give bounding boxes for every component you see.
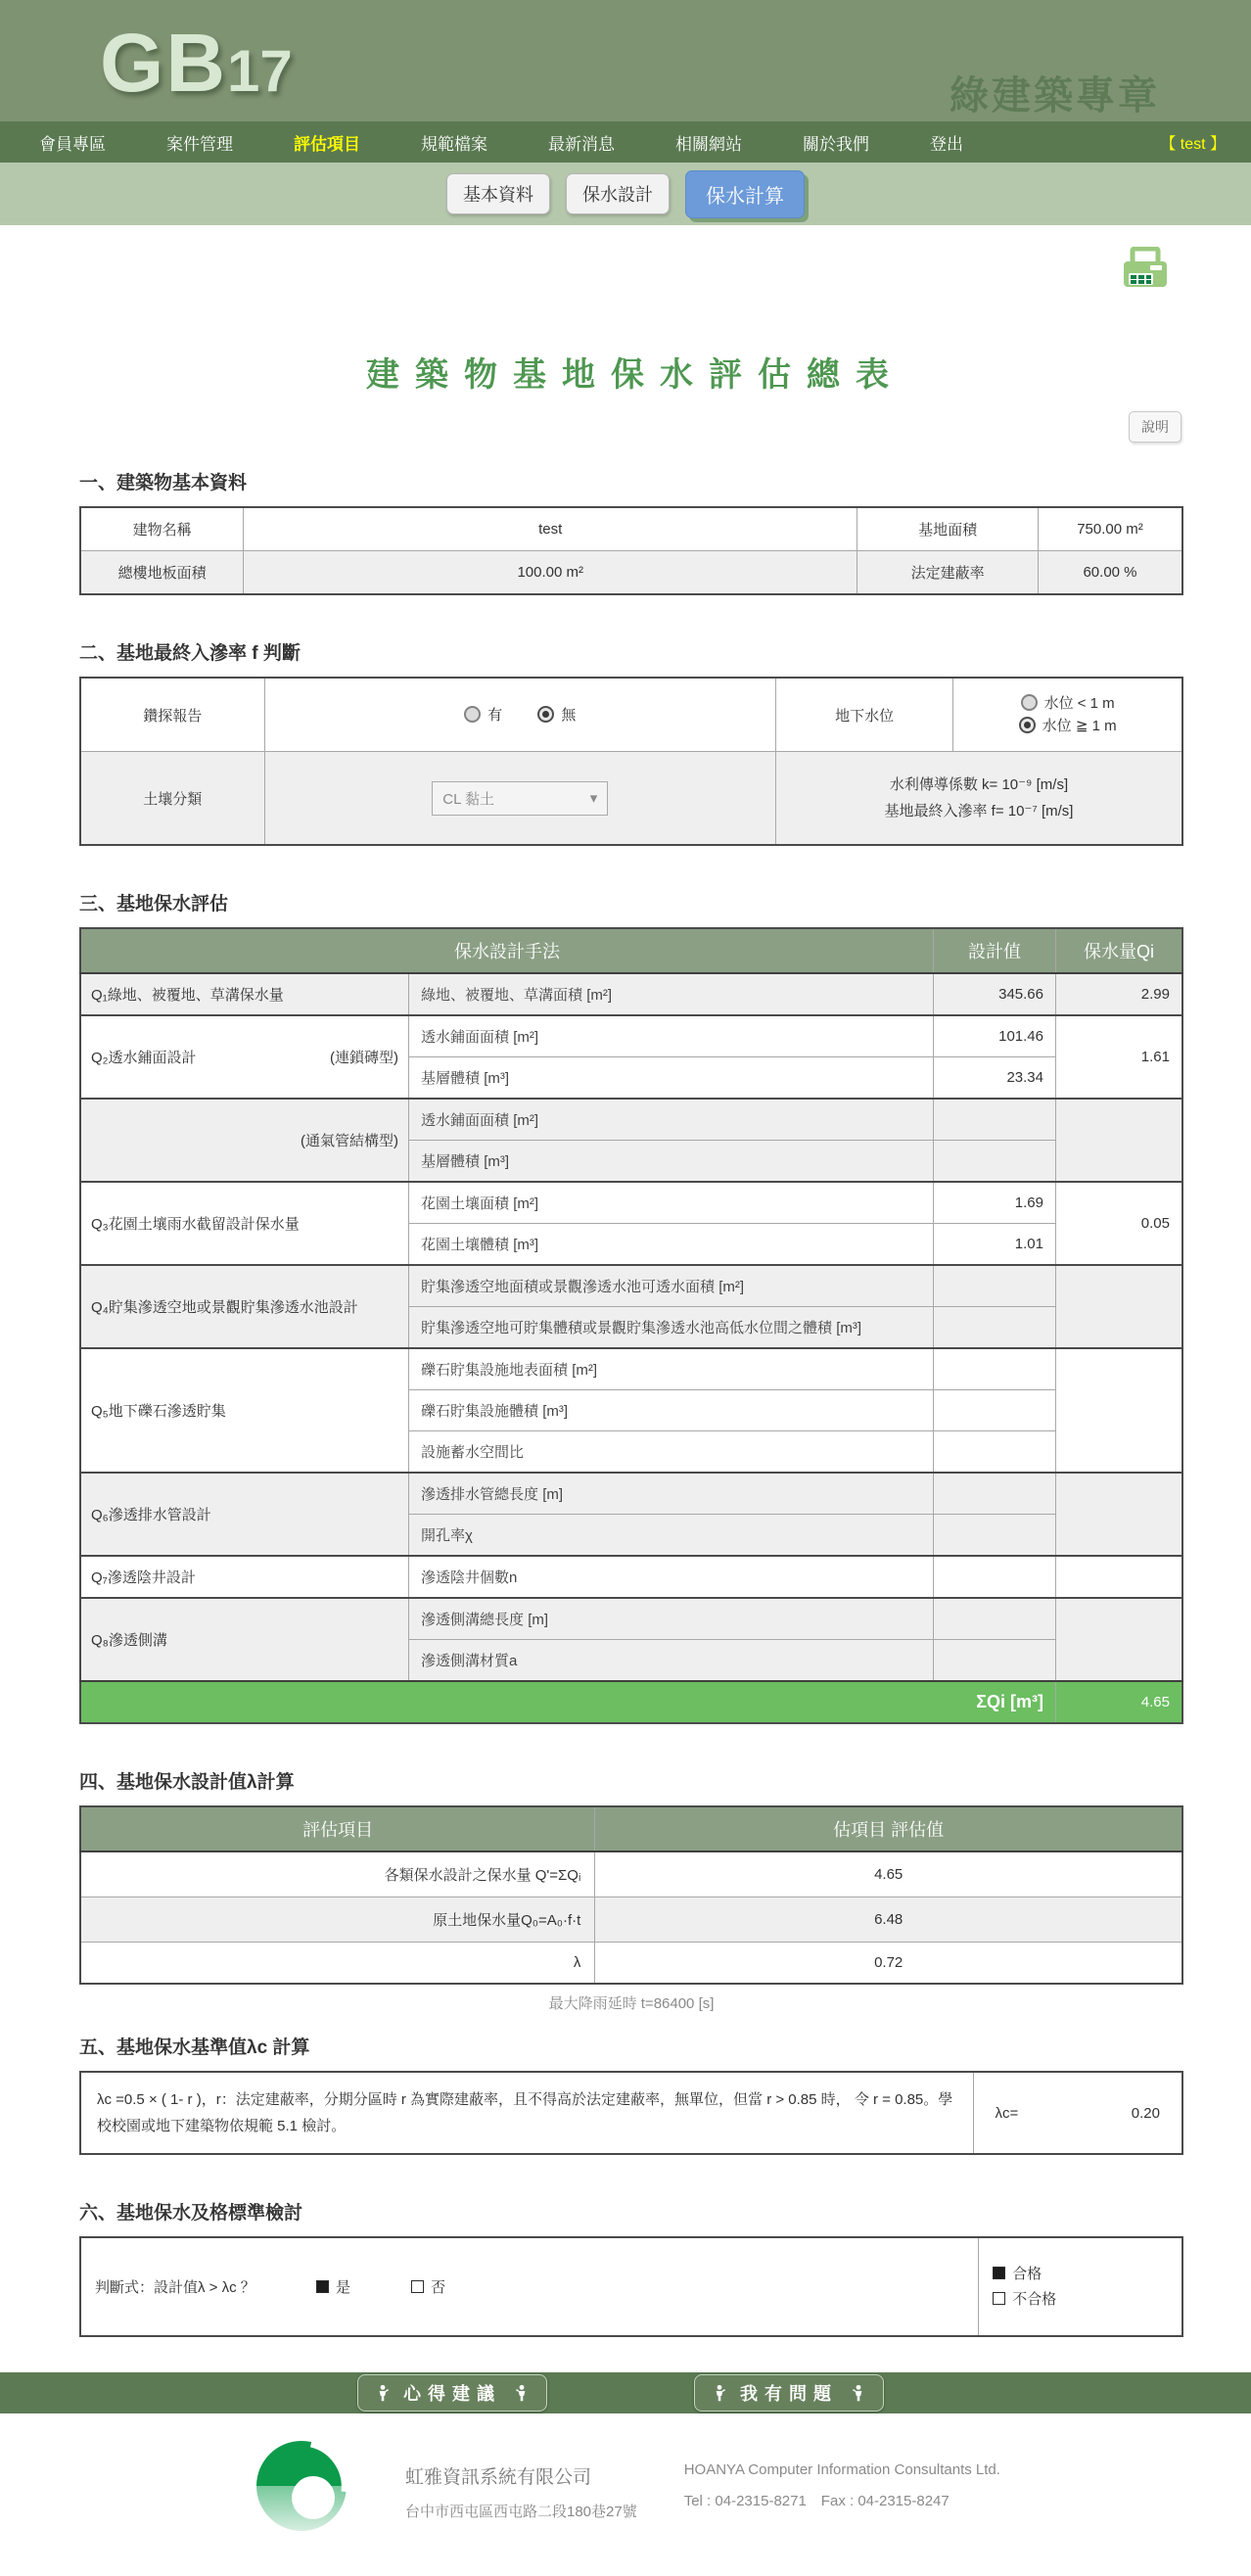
checkbox-no[interactable] [411,2279,445,2296]
infiltration-result-cell [775,752,1182,846]
q7-desc: 滲透陰井個數n [409,1556,934,1598]
page-title: 建築物基地保水評估總表 [366,356,904,394]
lambda-label: λ [80,1943,595,1985]
q3-label: Q₃花園土壤雨水截留設計保水量 [80,1182,409,1265]
q7-label: Q₇滲透陰井設計 [80,1556,409,1598]
nav-item-logout[interactable]: 登出 [930,134,963,154]
water-retention-table [79,927,1183,1724]
feedback-button[interactable] [357,2374,547,2412]
logo-17-text: 17 [227,38,293,104]
building-name-label: 建物名稱 [80,507,244,551]
q4-value [934,1265,1056,1307]
hoanya-logo [241,2433,358,2551]
radio-label: 水位 < 1 m [1043,695,1115,712]
q8-label: Q₈滲透側溝 [80,1598,409,1681]
radio-icon [464,706,481,723]
soil-type-select[interactable] [432,781,608,816]
nav-item-member[interactable]: 會員專區 [39,134,106,154]
company-info-zh [405,2462,637,2521]
footer-bar [0,2372,1251,2413]
q4-label: Q₄貯集滲透空地或景觀貯集滲透水池設計 [80,1265,409,1348]
lambda-c-formula: λc =0.5 × ( 1- r )，r：法定建蔽率，分期分區時 r 為實際建蔽率，且不得高於法定建蔽率，無單位，但當 r > 0.85 時， 令 r = 0.85。學校校園或地下建築物依規範 5.1 檢討。 [80,2072,973,2154]
print-button[interactable] [1121,247,1170,297]
pass-check-table [79,2236,1183,2337]
q7-value [934,1556,1056,1598]
table-row [80,1473,1182,1515]
col-item: 評估項目 [80,1806,595,1851]
section-5-heading: 五、基地保水基準值λc 計算 [79,2037,310,2058]
radio-label: 無 [561,706,577,724]
q1-value: 345.66 [934,973,1056,1015]
feedback-button-label: 心得建議 [403,2384,501,2404]
q7-qi [1056,1556,1183,1598]
coverage-ratio-label: 法定建蔽率 [857,551,1039,595]
q1-label: Q₁綠地、被覆地、草溝保水量 [80,973,409,1015]
table-row [80,1851,1182,1897]
sub-nav [0,163,1251,225]
section-2-heading: 二、基地最終入滲率 f 判斷 [79,643,301,664]
unchecked-box-icon [993,2292,1005,2305]
design-retention-label: 各類保水設計之保水量 Q'=ΣQᵢ [80,1851,595,1897]
q3-desc: 花園土壤面積 [m²] [409,1182,934,1224]
radio-report-no[interactable] [537,704,576,725]
logo-gb-text: GB [100,17,227,109]
q2b-desc: 透水鋪面面積 [m²] [409,1099,934,1141]
checked-box-icon [993,2267,1005,2279]
infiltration-table [79,677,1183,846]
q8-qi [1056,1598,1183,1681]
q4-value [934,1307,1056,1349]
q3-value: 1.01 [934,1224,1056,1266]
footer-info [0,2413,1251,2576]
radio-report-yes[interactable] [464,704,502,725]
table-row [80,551,1182,595]
section-1-heading: 一、建築物基本資料 [79,473,248,493]
legend-pass [993,2262,1168,2287]
q5-desc: 設施蓄水空間比 [409,1431,934,1474]
pass-legend-cell [979,2237,1182,2336]
yes-label: 是 [335,2279,350,2296]
company-address-zh: 台中市西屯區西屯路二段180巷27號 [405,2504,637,2520]
q6-label: Q₆滲透排水管設計 [80,1473,409,1556]
q2b-value [934,1141,1056,1183]
company-tel-fax: Tel : 04-2315-8271 Fax : 04-2315-8247 [683,2493,950,2509]
total-qi-label: ΣQi [m³] [80,1681,1056,1723]
help-button[interactable]: 說明 [1129,411,1182,443]
table-row [80,2072,1182,2154]
person-icon [850,2384,867,2402]
q2-value: 101.46 [934,1015,1056,1057]
floor-area-value: 100.00 m² [244,551,857,595]
lambda-value: 0.72 [595,1943,1182,1985]
q6-value [934,1515,1056,1557]
company-info-en [684,2461,1000,2522]
col-method: 保水設計手法 [80,928,934,973]
person-icon [513,2384,531,2402]
tab-basic-info[interactable]: 基本資料 [446,173,550,214]
total-qi-value: 4.65 [1056,1681,1183,1723]
lambda-table [79,1805,1183,1985]
site-header [0,0,1251,121]
judgement-cell [80,2237,979,2336]
table-row [80,1015,1182,1057]
q2-label-text: Q₂透水鋪面設計 [91,1050,197,1066]
q8-value [934,1640,1056,1682]
logged-in-user-label: 【 test 】 [1160,135,1226,153]
q8-desc: 滲透側溝材質a [409,1640,934,1682]
q8-value [934,1598,1056,1640]
q1-qi: 2.99 [1056,973,1183,1015]
coverage-ratio-value: 60.00 % [1038,551,1182,595]
table-row [80,1897,1182,1943]
legend-pass-label: 合格 [1012,2266,1042,2282]
q4-desc: 貯集滲透空地可貯集體積或景觀貯集滲透水池高低水位間之體積 [m³] [409,1307,934,1349]
radio-icon [1021,694,1038,711]
drill-report-options [264,678,775,752]
section-4-heading: 四、基地保水設計值λ計算 [79,1772,295,1793]
legend-fail [993,2287,1168,2313]
printer-icon [1121,247,1170,294]
q8-desc: 滲透側溝總長度 [m] [409,1598,934,1640]
lambda-c-table [79,2071,1183,2155]
q5-label: Q₅地下礫石滲透貯集 [80,1348,409,1473]
building-name-value: test [244,507,857,551]
col-design-value: 設計值 [934,928,1056,973]
q2-label [80,1015,409,1099]
q6-desc: 滲透排水管總長度 [m] [409,1473,934,1515]
company-name-zh: 虹雅資訊系統有限公司 [405,2467,592,2488]
drill-report-label: 鑽探報告 [80,678,264,752]
site-area-label: 基地面積 [857,507,1039,551]
table-row [80,1943,1182,1985]
q2b-sublabel-text: (通氣管結構型) [301,1133,399,1149]
groundwater-label: 地下水位 [775,678,952,752]
q2b-qi [1056,1099,1183,1182]
radio-label: 有 [487,706,503,724]
q2-value: 23.34 [934,1057,1056,1100]
design-retention-value: 4.65 [595,1851,1182,1897]
q5-desc: 礫石貯集設施體積 [m³] [409,1390,934,1431]
q6-desc: 開孔率χ [409,1515,934,1557]
q2-sublabel-text: (連鎖磚型) [330,1050,399,1066]
basic-info-table [79,506,1183,595]
chevron-down-icon: ▾ [589,790,598,807]
nav-item-news[interactable]: 最新消息 [548,134,615,154]
select-value: CL 黏土 [442,790,495,808]
tab-water-design[interactable]: 保水設計 [566,173,670,214]
q3-desc: 花園土壤體積 [m³] [409,1224,934,1266]
q2-qi: 1.61 [1056,1015,1183,1099]
q3-value: 1.69 [934,1182,1056,1224]
soil-type-label: 土壤分類 [80,752,264,846]
radio-label: 水位 ≧ 1 m [1042,718,1117,734]
nav-item-specs[interactable]: 規範檔案 [421,134,487,154]
q5-value [934,1390,1056,1431]
table-row [80,1182,1182,1224]
lambda-c-value: 0.20 [1131,2104,1160,2122]
table-header-row [80,928,1182,973]
section-6-heading: 六、基地保水及格標準檢討 [79,2203,303,2224]
person-icon [711,2384,728,2402]
table-row [80,1598,1182,1640]
table-row [80,973,1182,1015]
lambda-c-result [973,2072,1182,2154]
table-row [80,2237,1182,2336]
table-row [80,1556,1182,1598]
nav-item-links[interactable]: 相關網站 [675,134,742,154]
q6-value [934,1473,1056,1515]
q2b-value [934,1099,1056,1141]
infiltration-rate-text: 基地最終入滲率 f= 10⁻⁷ [m/s] [884,803,1074,820]
original-retention-label: 原土地保水量Q₀=A₀·f·t [80,1897,595,1943]
person-icon [374,2384,392,2402]
unchecked-box-icon [411,2280,424,2293]
question-button-label: 我有問題 [740,2384,838,2404]
main-nav [0,121,1251,163]
q4-qi [1056,1265,1183,1348]
radio-checked-icon [537,706,554,723]
conductivity-text: 水利傳導係數 k= 10⁻⁹ [m/s] [889,776,1069,793]
checked-box-icon [316,2280,329,2293]
total-row [80,1681,1182,1723]
company-name-en: HOANYA Computer Information Consultants Ltd. [683,2461,1000,2478]
table-row [80,678,1182,752]
q5-qi [1056,1348,1183,1473]
site-title: 綠建築專章 [950,74,1160,117]
col-evaluation-value: 估項目 評估值 [595,1806,1182,1851]
q5-value [934,1431,1056,1474]
judgement-question: 判斷式：設計值λ > λc ？ [95,2279,255,2296]
q2b-label [80,1099,409,1182]
groundwater-options [953,678,1182,752]
q5-value [934,1348,1056,1390]
legend-fail-label: 不合格 [1012,2290,1057,2308]
checkbox-yes[interactable] [316,2279,354,2296]
nav-item-evaluation[interactable]: 評估項目 [294,134,360,154]
table-row [80,752,1182,846]
table-row [80,507,1182,551]
section-3-heading: 三、基地保水評估 [79,894,229,914]
main-content [0,225,1251,2372]
table-row [80,1265,1182,1307]
soil-type-cell [264,752,775,846]
q6-qi [1056,1473,1183,1556]
nav-item-about[interactable]: 關於我們 [803,134,869,154]
rainfall-duration-note: 最大降雨延時 t=86400 [s] [548,1995,715,2012]
original-retention-value: 6.48 [595,1897,1182,1943]
q1-desc: 綠地、被覆地、草溝面積 [m²] [409,973,934,1015]
gb17-logo [100,17,293,109]
radio-water-above-1m[interactable] [1019,715,1117,735]
q2-desc: 透水鋪面面積 [m²] [409,1015,934,1057]
nav-item-cases[interactable]: 案件管理 [166,134,233,154]
radio-checked-icon [1019,717,1036,733]
lambda-c-label: λc= [995,2104,1019,2122]
site-area-value: 750.00 m² [1038,507,1182,551]
col-qi: 保水量Qi [1056,928,1183,973]
radio-water-below-1m[interactable] [1021,692,1115,713]
question-button[interactable] [694,2374,884,2412]
q5-desc: 礫石貯集設施地表面積 [m²] [409,1348,934,1390]
table-header-row [80,1806,1182,1851]
table-row [80,1348,1182,1390]
no-label: 否 [431,2279,446,2296]
q2b-desc: 基層體積 [m³] [409,1141,934,1183]
q3-qi: 0.05 [1056,1182,1183,1265]
floor-area-label: 總樓地板面積 [80,551,244,595]
table-row [80,1099,1182,1141]
q2-desc: 基層體積 [m³] [409,1057,934,1100]
tab-water-calculation[interactable]: 保水計算 [685,170,805,218]
q4-desc: 貯集滲透空地面積或景觀滲透水池可透水面積 [m²] [409,1265,934,1307]
